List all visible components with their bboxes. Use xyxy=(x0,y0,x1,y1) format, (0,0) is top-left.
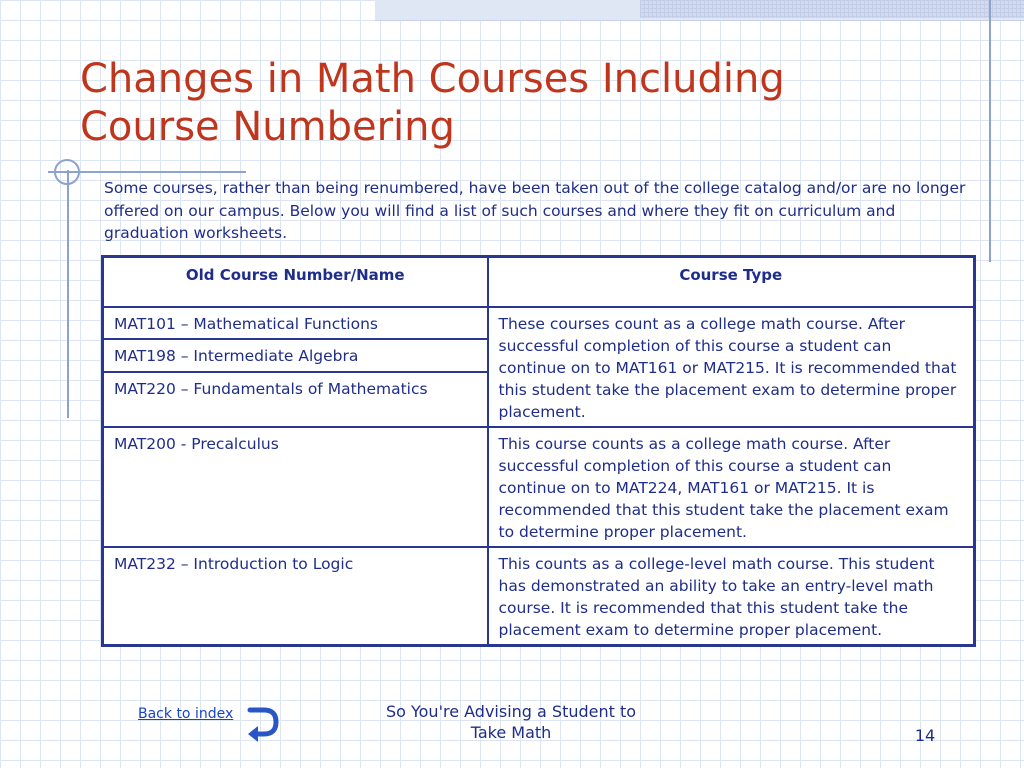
table-row xyxy=(103,307,975,339)
footer-presentation-title xyxy=(356,701,666,743)
course-cell: MAT200 - Precalculus xyxy=(103,427,488,547)
table-row xyxy=(103,547,975,646)
courses-table xyxy=(101,255,976,647)
slide-title xyxy=(80,55,960,151)
intro-paragraph: Some courses, rather than being renumbered, have been taken out of the college catalog and/or are no longer offered on our campus. Below you will find a list of such courses and where they fit on curriculum and graduation worksheets. xyxy=(104,179,966,242)
footer-title-line1: So You're Advising a Student to xyxy=(385,702,637,721)
top-decorative-pattern xyxy=(640,0,1024,18)
course-cell: MAT232 – Introduction to Logic xyxy=(103,547,488,646)
slide-title-line1: Changes in Math Courses Including xyxy=(80,56,785,102)
column-header-course-type: Course Type xyxy=(488,257,975,308)
decorative-vertical-line-right xyxy=(989,0,991,262)
course-type-cell: These courses count as a college math course. After successful completion of this course a student can continue on to MAT161 or MAT215. It is recommended that this student take the placement exam to determine proper placement. xyxy=(488,307,975,427)
footer-title-line2: Take Math xyxy=(470,723,552,742)
course-cell: MAT101 – Mathematical Functions xyxy=(103,307,488,339)
table-row xyxy=(103,427,975,547)
column-header-old-course: Old Course Number/Name xyxy=(103,257,488,308)
return-arrow-icon[interactable] xyxy=(244,704,280,744)
course-cell: MAT220 – Fundamentals of Mathematics xyxy=(103,372,488,427)
course-cell: MAT198 – Intermediate Algebra xyxy=(103,339,488,371)
crosshair-circle-icon xyxy=(54,159,80,185)
table-header-row xyxy=(103,257,975,308)
decorative-vertical-line-left xyxy=(67,170,69,418)
course-type-cell: This course counts as a college math course. After successful completion of this course a student can continue on to MAT224, MAT161 or MAT215. It is recommended that this student take the placement exam to determine proper placement. xyxy=(488,427,975,547)
course-type-cell: This counts as a college-level math course. This student has demonstrated an ability to take an entry-level math course. It is recommended that this student take the placement exam to determine proper placement. xyxy=(488,547,975,646)
page-number: 14 xyxy=(914,726,936,745)
slide-title-line2: Course Numbering xyxy=(80,104,455,150)
back-to-index-link[interactable]: Back to index xyxy=(138,706,234,722)
